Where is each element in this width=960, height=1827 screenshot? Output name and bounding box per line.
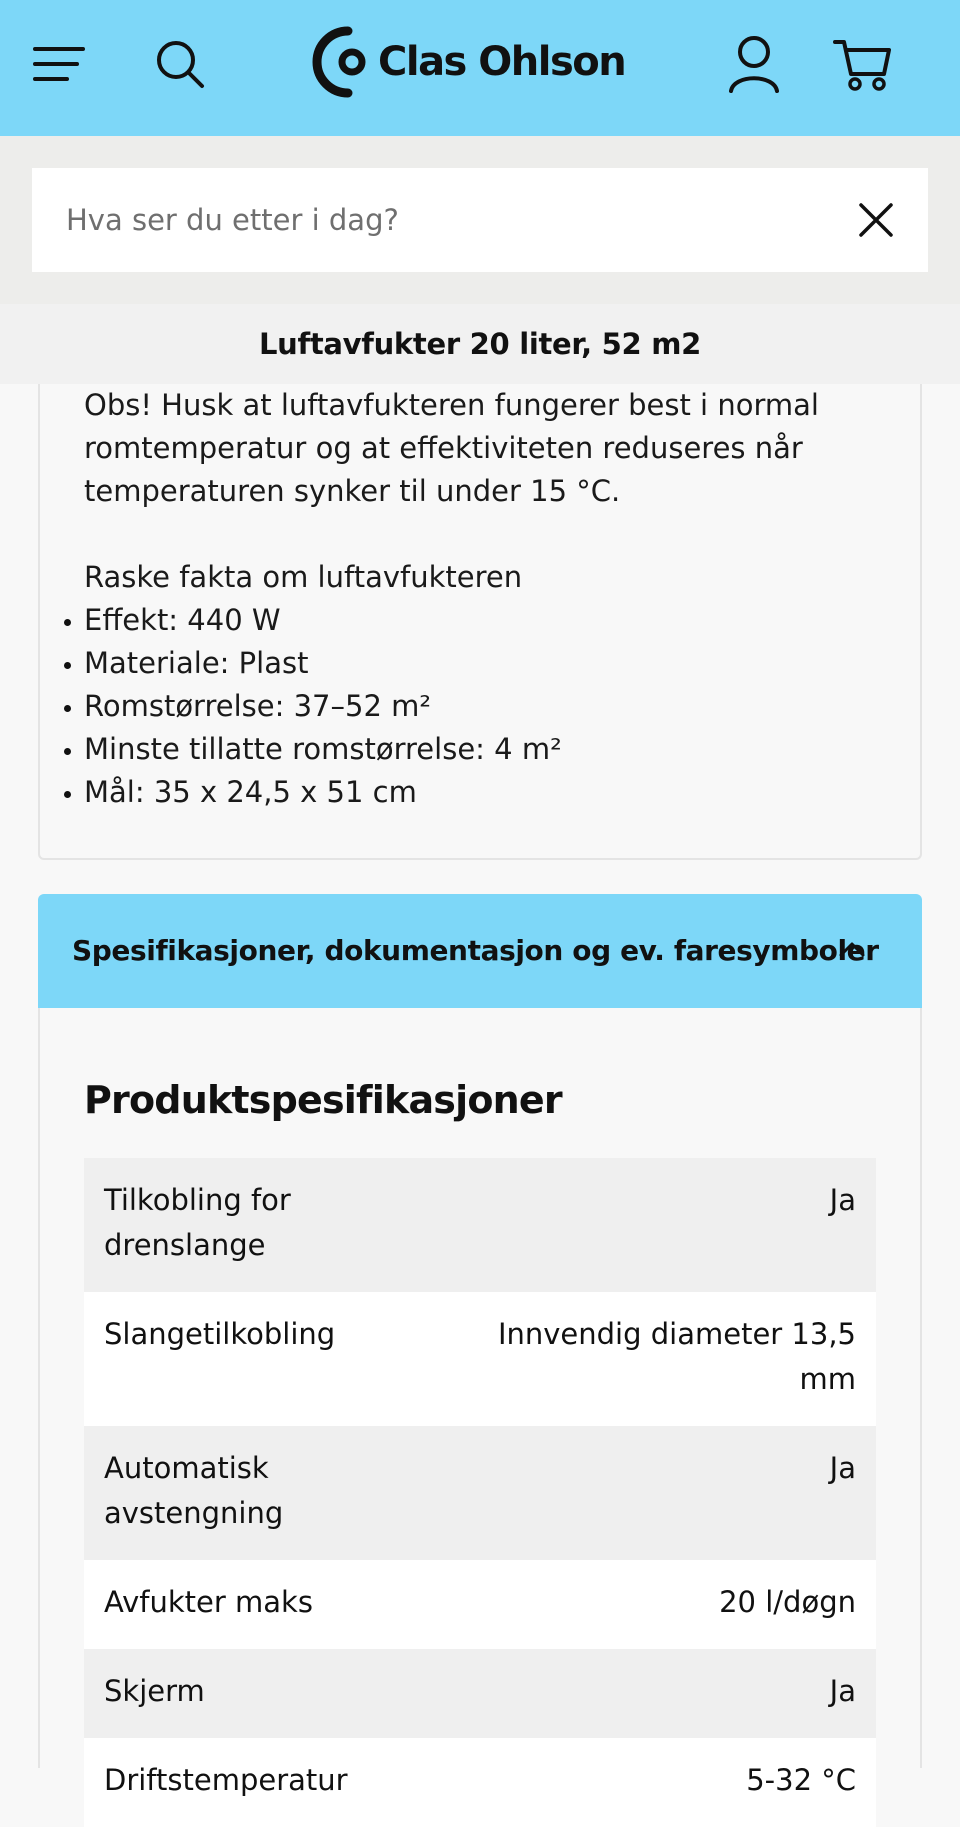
specs-accordion-body	[38, 1008, 922, 1797]
note-line: temperaturen synker til under 15 °C.	[84, 474, 621, 508]
spec-row	[84, 1649, 876, 1738]
chevron-up-icon	[836, 934, 868, 966]
menu-button[interactable]	[24, 28, 94, 100]
spec-row	[84, 1738, 876, 1827]
spec-key: Tilkobling for drenslange	[104, 1183, 291, 1262]
specs-heading: Produktspesifikasjoner	[84, 1078, 562, 1122]
specs-accordion-header[interactable]	[38, 894, 922, 1008]
spec-key: Avfukter maks	[104, 1585, 313, 1619]
search-box	[32, 168, 928, 272]
search-button[interactable]	[145, 28, 215, 100]
spec-row	[84, 1426, 876, 1560]
spec-key: Skjerm	[104, 1674, 205, 1708]
brand-logo[interactable]	[318, 26, 625, 98]
account-icon	[726, 34, 782, 94]
note-line: romtemperatur og at effektiviteten reduseres når	[84, 431, 803, 465]
specs-accordion-title: Spesifikasjoner, dokumentasjon og ev. faresymboler	[72, 934, 879, 967]
spec-value: Ja	[829, 1451, 856, 1485]
product-title: Luftavfukter 20 liter, 52 m2	[258, 327, 702, 361]
spec-value: Ja	[829, 1674, 856, 1708]
spec-value: 5-32 °C	[746, 1763, 856, 1797]
fact-item: Effekt: 440 W	[84, 599, 884, 642]
fact-item: Materiale: Plast	[84, 642, 884, 685]
facts-list	[84, 599, 884, 814]
search-input[interactable]	[66, 168, 826, 272]
cart-button[interactable]	[827, 28, 897, 100]
fact-item: Minste tillatte romstørrelse: 4 m²	[84, 728, 884, 771]
brand-name: Clas Ohlson	[378, 39, 626, 85]
menu-icon	[31, 44, 87, 84]
site-header	[0, 0, 960, 136]
spec-key: Automatisk avstengning	[104, 1451, 284, 1530]
description-card	[38, 384, 922, 860]
fact-item: Romstørrelse: 37–52 m²	[84, 685, 884, 728]
fact-item: Mål: 35 x 24,5 x 51 cm	[84, 771, 884, 814]
specs-table	[84, 1158, 876, 1827]
clear-search-button[interactable]	[848, 192, 904, 248]
search-section	[0, 136, 960, 304]
description-text	[84, 384, 884, 814]
note-line: Obs! Husk at luftavfukteren fungerer best i normal	[84, 388, 819, 422]
spec-row	[84, 1560, 876, 1649]
spec-key: Slangetilkobling	[104, 1317, 336, 1351]
cart-icon	[832, 36, 892, 92]
facts-heading: Raske fakta om luftavfukteren	[84, 560, 523, 594]
spec-value: 20 l/døgn	[719, 1585, 856, 1619]
product-title-bar	[0, 304, 960, 384]
account-button[interactable]	[719, 28, 789, 100]
spec-row	[84, 1292, 876, 1426]
search-icon	[154, 38, 206, 90]
close-icon	[858, 202, 894, 238]
spec-key: Driftstemperatur	[104, 1763, 348, 1797]
spec-row	[84, 1158, 876, 1292]
clas-ohlson-logo-icon	[318, 27, 370, 97]
spec-value: Ja	[829, 1183, 856, 1217]
spec-value: Innvendig diameter 13,5 mm	[497, 1317, 856, 1396]
